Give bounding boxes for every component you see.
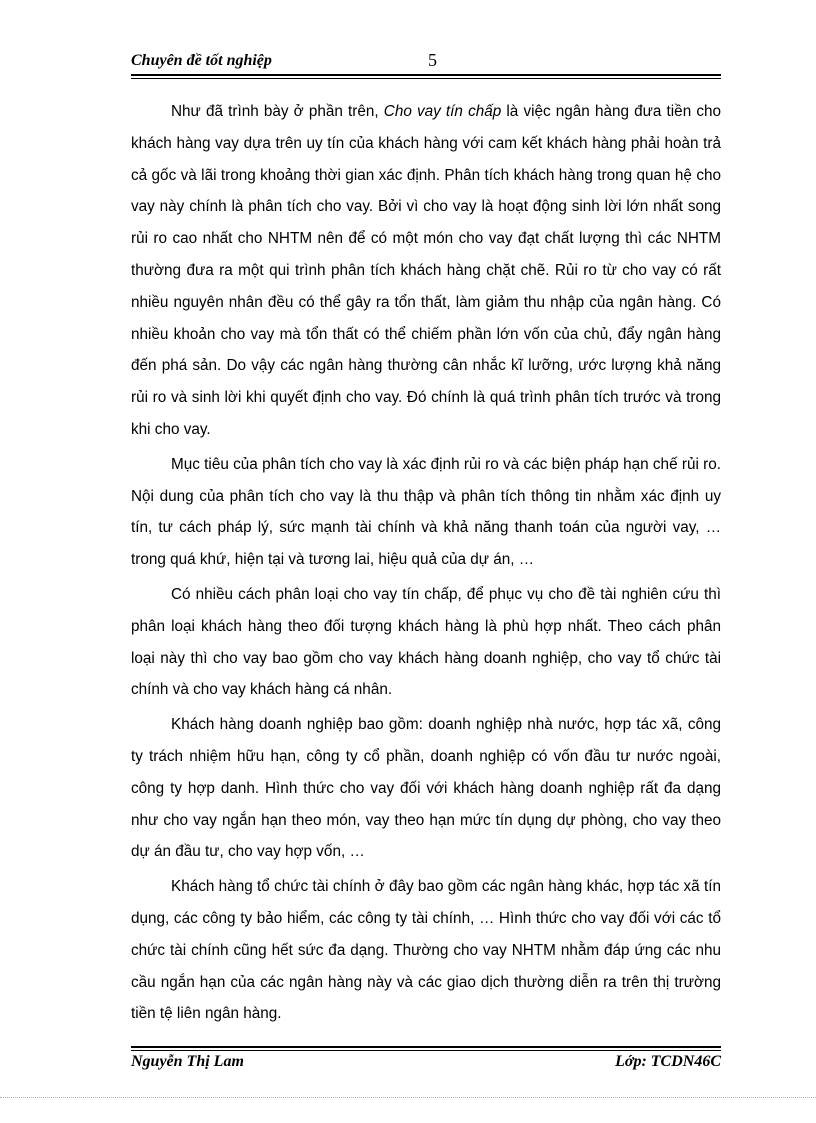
- footer-author: Nguyễn Thị Lam: [131, 1053, 244, 1070]
- page-number: 5: [428, 50, 437, 70]
- term-emphasis: Cho vay tín chấp: [383, 103, 502, 120]
- page-bottom-dotted-line: [0, 1097, 816, 1098]
- footer-rule-thin: [131, 1050, 721, 1051]
- paragraph-1: Như đã trình bày ở phần trên, Cho vay tín chấp là việc ngân hàng đưa tiền cho khách hàng vay dựa trên uy tín của khách hàng với cam kết khách hàng phải hoàn trả cả gốc và lãi trong khoảng thời gian xác định. Phân tích khách hàng trong quan hệ cho vay này chính là phân tích cho vay. Bởi vì cho vay là hoạt động sinh lời lớn nhất song rủi ro cao nhất cho NHTM nên để có một món cho vay đạt chất lượng thì các NHTM thường đưa ra một qui trình phân tích khách hàng chặt chẽ. Rủi ro từ cho vay có rất nhiều nguyên nhân đều có thể gây ra tổn thất, làm giảm thu nhập của ngân hàng. Có nhiều khoản cho vay mà tổn thất có thể chiếm phần lớn vốn của chủ, đẩy ngân hàng đến phá sản. Do vậy các ngân hàng thường cân nhắc kĩ lưỡng, ước lượng khả năng rủi ro và sinh lời khi quyết định cho vay. Đó chính là quá trình phân tích trước và trong khi cho vay.: [131, 103, 722, 438]
- header-rule-thin: [131, 78, 721, 79]
- page-footer: [131, 1053, 721, 1075]
- paragraph-2: Mục tiêu của phân tích cho vay là xác định rủi ro và các biện pháp hạn chế rủi ro. Nội dung của phân tích cho vay là thu thập và phân tích thông tin nhằm xác định uy tín, tư cách pháp lý, sức mạnh tài chính và khả năng thanh toán của người vay, … trong quá khứ, hiện tại và tương lai, hiệu quả của dự án, …: [131, 455, 721, 569]
- paragraph-5: Khách hàng tổ chức tài chính ở đây bao gồm các ngân hàng khác, hợp tác xã tín dụng, các công ty bảo hiểm, các công ty tài chính, … Hình thức cho vay đối với các tổ chức tài chính cũng hết sức đa dạng. Thường cho vay NHTM nhằm đáp ứng các nhu cầu ngắn hạn của các ngân hàng này và các giao dịch thường diễn ra trên thị trường tiền tệ liên ngân hàng.: [131, 878, 721, 1023]
- footer-class: Lớp: TCDN46C: [615, 1053, 721, 1070]
- header-title: Chuyên đề tốt nghiệp: [131, 52, 272, 69]
- body-text: [131, 96, 721, 1033]
- header-rule-thick: [131, 74, 721, 76]
- paragraph-4: Khách hàng doanh nghiệp bao gồm: doanh nghiệp nhà nước, hợp tác xã, công ty trách nhiệm hữu hạn, công ty cổ phần, doanh nghiệp có vốn đầu tư nước ngoài, công ty hợp danh. Hình thức cho vay đối với khách hàng doanh nghiệp rất đa dạng như cho vay ngắn hạn theo món, vay theo hạn mức tín dụng dự phòng, cho vay theo dự án đầu tư, cho vay hợp vốn, …: [131, 716, 721, 861]
- paragraph-3: Có nhiều cách phân loại cho vay tín chấp, để phục vụ cho đề tài nghiên cứu thì phân loại khách hàng theo đối tượng khách hàng là phù hợp nhất. Theo cách phân loại này thì cho vay bao gồm cho vay khách hàng doanh nghiệp, cho vay tổ chức tài chính và cho vay khách hàng cá nhân.: [131, 585, 721, 699]
- page-header: [131, 52, 721, 74]
- footer-rule-thick: [131, 1046, 721, 1048]
